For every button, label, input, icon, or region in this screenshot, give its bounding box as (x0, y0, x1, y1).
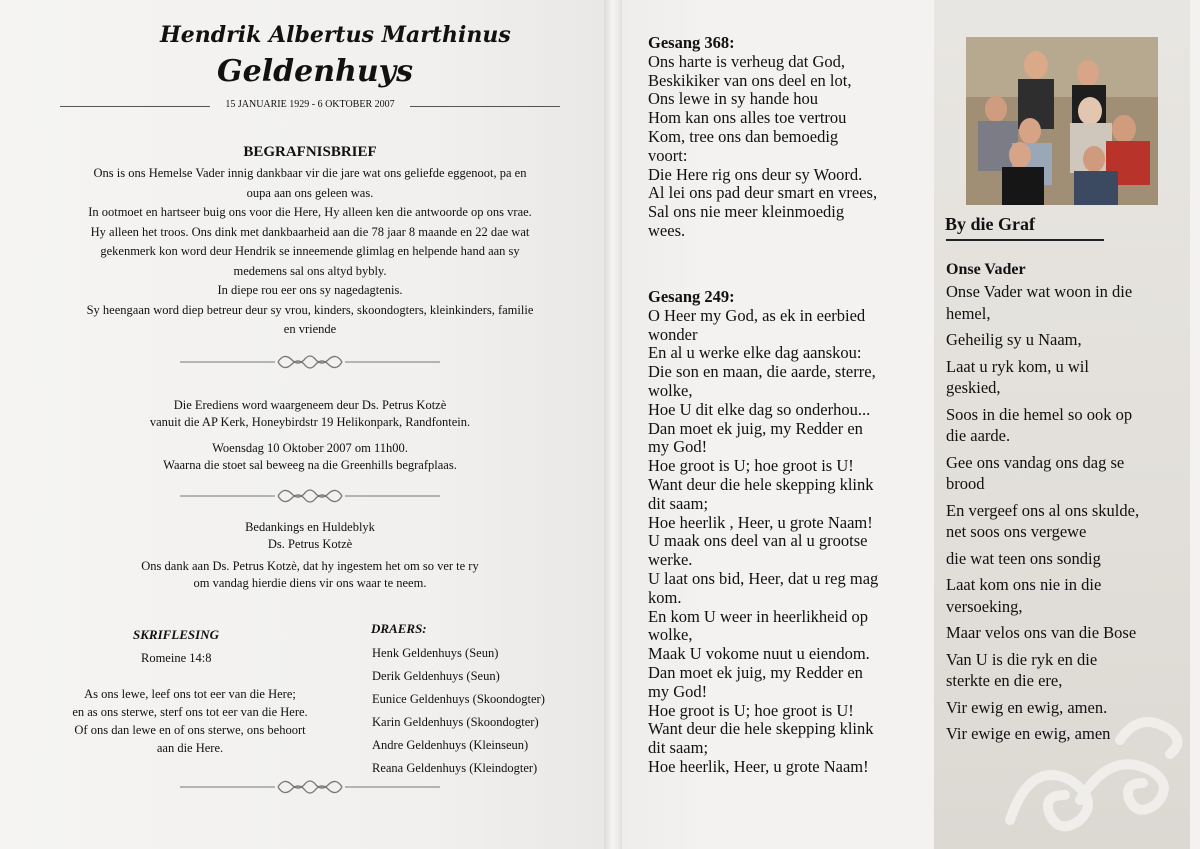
hymn-title: Gesang 249: (648, 287, 735, 306)
hymn-line: En al u werke elke dag aanskou: (648, 343, 862, 363)
service-line: Waarna die stoet sal beweeg na die Greenhills begrafplaas. (163, 458, 457, 472)
pallbearers-list (372, 642, 545, 780)
hymn-line: Kom, tree ons dan bemoedig (648, 126, 839, 146)
prayer-line: sterkte en die ere, (946, 671, 1063, 690)
prayer-phrase (946, 548, 1178, 570)
hymn-line: Al lei ons pad deur smart en vrees, (648, 183, 878, 203)
hymn-249 (648, 288, 948, 777)
hymn-line: voort: (648, 145, 688, 165)
letter-line: medemens sal ons altyd bybly. (233, 263, 387, 278)
prayer-phrase (946, 281, 1178, 324)
life-dates: 15 JANUARIE 1929 - 6 OKTOBER 2007 (225, 99, 395, 110)
hymn-line: my God! (648, 681, 708, 701)
hymn-line: Die Here rig ons deur sy Woord. (648, 164, 863, 184)
hymn-line: Hom kan ons alles toe vertrou (648, 108, 847, 128)
hymn-line: U laat ons bid, Heer, dat u reg mag (648, 568, 879, 588)
prayer-line: En vergeef ons al ons skulde, (946, 500, 1140, 520)
hymn-line: Ons harte is verheug dat God, (648, 51, 846, 71)
graveside-heading: By die Graf (945, 214, 1035, 234)
pallbearer-name: Reana Geldenhuys (Kleindogter) (372, 761, 538, 775)
prayer-phrase (946, 622, 1178, 644)
service-line: Ons dank aan Ds. Petrus Kotzè, dat hy ingestem het om so ver te ry (141, 559, 479, 573)
scripture-line: As ons lewe, leef ons tot eer van die Here; (84, 687, 296, 701)
hymn-line: wonder (648, 324, 698, 344)
letter-line: In diepe rou eer ons sy nagedagtenis. (217, 283, 403, 297)
hymn-line: Beskikiker van ons deel en lot, (648, 70, 852, 90)
hymn-line: kom. (648, 587, 682, 607)
hymn-line: dit saam; (648, 493, 709, 513)
prayer-line: geskied, (946, 378, 1001, 397)
hymn-line: my God! (648, 437, 708, 457)
deceased-given-names: Hendrik Albertus Marthinus (160, 22, 511, 48)
hymn-title: Gesang 368: (648, 33, 735, 52)
hymn-line: werke. (648, 550, 693, 570)
letter-line: gekenmerk kon word deur Hendrik se inneemende glimlag en helpende hand aan sy (100, 244, 520, 258)
scripture-heading: SKRIFLESING (133, 627, 219, 642)
prayer-phrase (946, 649, 1178, 692)
hymn-line: Die son en maan, die aarde, sterre, (648, 362, 876, 382)
divider-line (60, 106, 210, 107)
heading-underline (946, 239, 1104, 241)
hymn-line: Dan moet ek juig, my Redder en (648, 418, 863, 438)
floral-watermark-icon (1000, 700, 1190, 840)
page-fold (604, 0, 624, 849)
scripture-text (40, 685, 340, 757)
prayer-line: die wat teen ons sondig (946, 548, 1101, 568)
divider-line (410, 106, 560, 107)
hymn-line: wees. (648, 220, 686, 240)
service-line: Die Erediens word waargeneem deur Ds. Petrus Kotzè (173, 398, 447, 412)
tribute-heading (80, 519, 540, 553)
hymn-line: wolke, (648, 380, 693, 400)
prayer-phrase (946, 404, 1178, 447)
hymn-line: wolke, (648, 625, 693, 645)
prayer-line: hemel, (946, 303, 991, 323)
prayer-line: Van U is die ryk en die (946, 649, 1098, 669)
hymn-line: Hoe heerlik , Heer, u grote Naam! (648, 512, 873, 532)
pallbearer-name: Andre Geldenhuys (Kleinseun) (372, 738, 529, 752)
scripture-reference: Romeine 14:8 (141, 651, 212, 665)
prayer-line: Vir ewig en ewig, amen. (946, 697, 1108, 717)
ornament-divider-icon (180, 775, 440, 799)
prayer-line: Laat u ryk kom, u wil (946, 356, 1089, 376)
pallbearer-name: Karin Geldenhuys (Skoondogter) (372, 715, 539, 729)
scripture-line: Of ons dan lewe en of ons sterwe, ons behoort (74, 723, 306, 737)
hymn-368 (648, 34, 948, 241)
thanks-text (80, 558, 540, 592)
service-date-time (80, 440, 540, 474)
hymn-line: Ons lewe in sy hande hou (648, 89, 819, 109)
hymn-line: Hoe U dit elke dag so onderhou... (648, 399, 871, 419)
hymn-line: Maak U vokome nuut u eiendom. (648, 644, 870, 664)
hymn-line: Hoe groot is U; hoe groot is U! (648, 456, 854, 476)
hymn-line: Hoe groot is U; hoe groot is U! (648, 700, 854, 720)
prayer-line: die aarde. (946, 426, 1011, 445)
letter-line: Hy alleen het troos. Ons dink met dankbaarheid aan die 78 jaar 8 maande en 22 dae wat (90, 224, 530, 239)
hymn-line: dit saam; (648, 738, 709, 758)
prayer-line: versoeking, (946, 596, 1023, 616)
prayer-line: Geheilig sy u Naam, (946, 330, 1082, 349)
right-page (622, 0, 1200, 849)
dates-row (60, 99, 560, 113)
letter-line: oupa aan ons geleen was. (246, 185, 374, 200)
lords-prayer (946, 281, 1178, 745)
prayer-line: Onse Vader wat woon in die (946, 282, 1133, 301)
deceased-surname: Geldenhuys (217, 54, 413, 89)
prayer-line: net soos ons vergewe (946, 522, 1087, 541)
prayer-line: Soos in die hemel so ook op (946, 404, 1133, 424)
prayer-phrase (946, 574, 1178, 617)
hymn-line: U maak ons deel van al u grootse (648, 531, 868, 551)
family-photo (966, 37, 1158, 205)
hymn-line: Want deur die hele skepping klink (648, 474, 874, 494)
scripture-line: aan die Here. (156, 741, 224, 755)
prayer-line: Vir ewige en ewig, amen (946, 724, 1111, 743)
prayer-phrase (946, 500, 1178, 543)
letter-line: Ons is ons Hemelse Vader innig dankbaar vir die jare wat ons geliefde eggenoot, pa en (93, 166, 527, 180)
pallbearer-name: Derik Geldenhuys (Seun) (372, 669, 500, 683)
service-line: Woensdag 10 Oktober 2007 om 11h00. (212, 441, 408, 455)
pallbearer-name: Eunice Geldenhuys (Skoondogter) (372, 692, 545, 706)
hymn-line: Sal ons nie meer kleinmoedig (648, 202, 845, 222)
hymn-line: O Heer my God, as ek in eerbied (648, 305, 866, 325)
pallbearer-name: Henk Geldenhuys (Seun) (372, 646, 499, 660)
letter-line: In ootmoet en hartseer buig ons voor die Here, Hy alleen ken die antwoorde op ons vrae. (88, 205, 532, 219)
letter-heading: BEGRAFNISBRIEF (243, 144, 377, 160)
pallbearers-heading: DRAERS: (371, 621, 427, 636)
prayer-phrase (946, 329, 1178, 351)
hymn-line: Hoe heerlik, Heer, u grote Naam! (648, 756, 869, 776)
scripture-line: en as ons sterwe, sterf ons tot eer van die Here. (72, 705, 308, 719)
prayer-line: Maar velos ons van die Bose (946, 623, 1137, 642)
service-line: vanuit die AP Kerk, Honeybirdstr 19 Helikonpark, Randfontein. (149, 415, 471, 429)
ornament-divider-icon (180, 350, 440, 374)
prayer-heading: Onse Vader (946, 261, 1026, 278)
hymn-verses (648, 307, 948, 777)
hymn-line: En kom U weer in heerlikheid op (648, 606, 868, 626)
ornament-divider-icon (180, 484, 440, 508)
prayer-phrase (946, 452, 1178, 495)
hymn-line: Dan moet ek juig, my Redder en (648, 662, 863, 682)
service-line: om vandag hierdie diens vir ons waar te neem. (193, 576, 427, 590)
prayer-line: brood (946, 474, 985, 493)
prayer-line: Laat kom ons nie in die (946, 575, 1102, 594)
service-officiant (80, 397, 540, 431)
prayer-phrase (946, 356, 1178, 399)
hymn-verses (648, 53, 948, 241)
hymn-line: Want deur die hele skepping klink (648, 719, 874, 739)
funeral-letter (40, 164, 580, 340)
service-line: Ds. Petrus Kotzè (267, 537, 353, 551)
prayer-line: Gee ons vandag ons dag se (946, 452, 1125, 472)
service-line: Bedankings en Huldeblyk (245, 520, 375, 534)
letter-line: Sy heengaan word diep betreur deur sy vrou, kinders, skoondogters, kleinkinders, familie (86, 302, 534, 317)
letter-line: en vriende (283, 322, 337, 336)
